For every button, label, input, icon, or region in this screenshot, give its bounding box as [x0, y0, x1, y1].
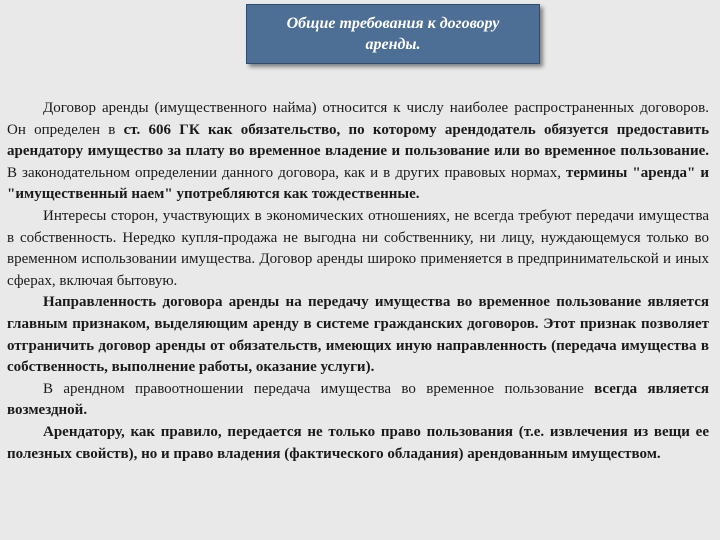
text-run: В законодательном определении данного договора, как и в других правовых нормах, [7, 164, 567, 181]
slide-title: Общие требования к договору аренды. [286, 15, 500, 53]
bold-text-run: термины "аренда" и "имущественный наем" употребляются как тождественные. [7, 164, 709, 203]
bold-text-run: всегда является возмездной. [7, 380, 710, 419]
paragraph [7, 206, 709, 292]
text-run: В арендном правоотношении передача имущества во временное пользование [43, 380, 595, 397]
bold-text-run: Арендатору, как правило, передается не только право пользования (т.е. извлечения из вещи ее полезных свойств), но и право владения (фактического обладания) арендованным имуществом. [7, 423, 709, 462]
text-run: Договор аренды (имущественного найма) относится к числу наиболее распространенных договоров. Он определен в [7, 100, 709, 138]
paragraph [7, 292, 709, 378]
paragraph [7, 422, 709, 465]
body-text [7, 98, 709, 465]
text-run: Интересы сторон, участвующих в экономических отношениях, не всегда требуют передачи имущества в собственность. Нередко купля-продажа не выгодна ни собственнику, ни лицу, нуждающемуся только во временном использовании имущества. Договор аренды широко применяется в предпринимательской и иных сферах, включая бытовую. [7, 207, 709, 289]
title-banner [246, 4, 540, 64]
paragraph [7, 98, 709, 206]
bold-text-run: Направленность договора аренды на передачу имущества во временное пользование является главным признаком, выделяющим аренду в системе гражданских договоров. Этот признак позволяет отграничить договор аренды от обязательств, имеющих иную направленность (передача имущества в собственность, выполнение работы, оказание услуги). [7, 294, 709, 376]
paragraph [7, 379, 709, 422]
bold-text-run: ст. 606 ГК как обязательство, по которому арендодатель обязуется предоставить арендатору имущество за плату во временное владение и пользование или во временное пользование. [7, 121, 709, 160]
